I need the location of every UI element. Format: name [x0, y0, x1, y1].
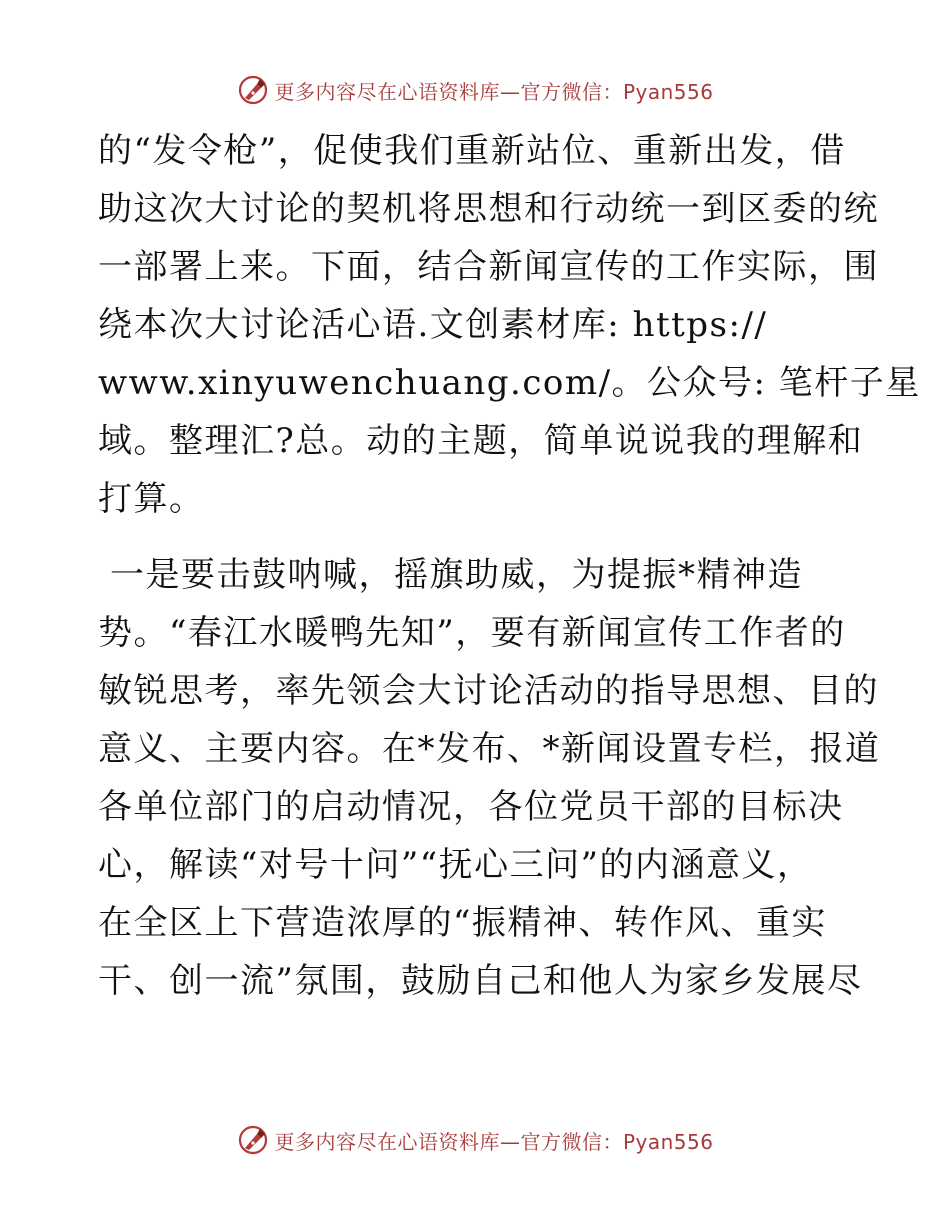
text-line: 打算。: [98, 479, 205, 519]
pen-nib-logo-icon: [236, 1123, 270, 1157]
paragraph-gap: [98, 528, 858, 546]
footer-banner-text: 更多内容尽在心语资料库—官方微信：Pyan556: [274, 1129, 714, 1154]
pen-nib-logo-icon: [236, 73, 270, 107]
header-banner: [0, 70, 950, 110]
text-line: 域。整理汇?总。动的主题，简单说说我的理解和: [98, 421, 864, 461]
text-line: 一是要击鼓呐喊，摇旗助威，为提振*精神造: [110, 555, 803, 595]
text-line: 干、创一流”氛围，鼓励自己和他人为家乡发展尽: [98, 961, 863, 1001]
text-line: 在全区上下营造浓厚的“振精神、转作风、重实: [98, 903, 827, 943]
text-line: 意义、主要内容。在*发布、*新闻设置专栏，报道: [98, 729, 881, 769]
document-body: [98, 122, 921, 1010]
text-line: 绕本次大讨论活心语.文创素材库: https://: [98, 305, 768, 345]
paragraph-2: [98, 546, 881, 1010]
text-line: 敏锐思考，率先领会大讨论活动的指导思想、目的: [98, 671, 879, 711]
text-line: 心，解读“对号十问”“抚心三问”的内涵意义，: [98, 845, 813, 885]
text-line: 势。“春江水暖鸭先知”，要有新闻宣传工作者的: [98, 613, 846, 653]
text-line: 助这次大讨论的契机将思想和行动统一到区委的统: [98, 189, 879, 229]
text-line: 的“发令枪”，促使我们重新站位、重新出发，借: [98, 131, 846, 171]
text-line: 各单位部门的启动情况，各位党员干部的目标决: [98, 787, 844, 827]
text-line: 一部署上来。下面，结合新闻宣传的工作实际，围: [98, 247, 879, 287]
paragraph-1: [98, 122, 921, 528]
text-line: www.xinyuwenchuang.com/。公众号: 笔杆子星: [98, 363, 921, 403]
header-banner-text: 更多内容尽在心语资料库—官方微信：Pyan556: [274, 79, 714, 104]
footer-banner: [0, 1120, 950, 1160]
